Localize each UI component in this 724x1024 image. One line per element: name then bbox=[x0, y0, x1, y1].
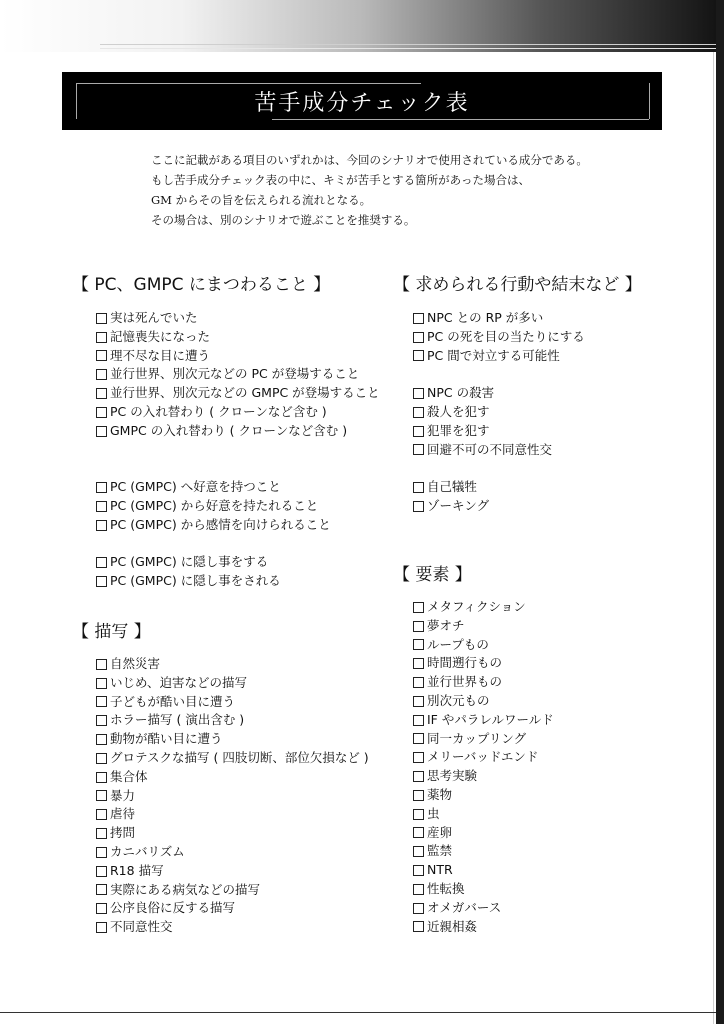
checkbox[interactable] bbox=[96, 350, 107, 361]
checklist-item-label: PC の死を目の当たりにする bbox=[427, 328, 585, 344]
checklist-item-label: メリーバッドエンド bbox=[427, 749, 539, 765]
checklist-item-label: 虐待 bbox=[110, 806, 136, 822]
checkbox[interactable] bbox=[413, 715, 424, 726]
checkbox[interactable] bbox=[96, 426, 107, 437]
checkbox[interactable] bbox=[413, 921, 424, 932]
checklist-item[interactable] bbox=[96, 674, 369, 693]
checklist-item[interactable] bbox=[96, 384, 380, 403]
checkbox[interactable] bbox=[413, 752, 424, 763]
checklist-item-label: 回避不可の不同意性交 bbox=[427, 441, 553, 457]
checkbox[interactable] bbox=[413, 602, 424, 613]
checklist-item-label: 子どもが酷い目に遭う bbox=[110, 693, 236, 709]
checklist-item-label: メタフィクション bbox=[427, 599, 526, 614]
checklist-item-label: 性転換 bbox=[427, 880, 465, 896]
checkbox[interactable] bbox=[96, 696, 107, 707]
checklist-item[interactable] bbox=[96, 572, 380, 591]
checkbox[interactable] bbox=[413, 733, 424, 744]
title-frame-right bbox=[649, 83, 650, 119]
checklist-item[interactable] bbox=[413, 441, 585, 460]
checklist-item-label: 別次元もの bbox=[427, 692, 490, 708]
checklist-item[interactable] bbox=[413, 692, 554, 711]
checkbox[interactable] bbox=[413, 677, 424, 688]
spacer bbox=[96, 441, 380, 460]
checkbox[interactable] bbox=[413, 771, 424, 782]
checklist-item[interactable] bbox=[413, 478, 585, 497]
checklist-item-label: PC (GMPC) から好意を持たれること bbox=[110, 497, 319, 513]
checklist-item[interactable] bbox=[413, 861, 554, 880]
checkbox[interactable] bbox=[96, 922, 107, 933]
checklist-item[interactable] bbox=[96, 553, 380, 572]
checklist-item[interactable] bbox=[413, 730, 554, 749]
checkbox[interactable] bbox=[96, 790, 107, 801]
checklist-item-label: 集合体 bbox=[110, 768, 148, 784]
checklist-pc bbox=[96, 309, 380, 591]
checklist-item-label: IF やパラレルワールド bbox=[427, 711, 554, 727]
checkbox[interactable] bbox=[96, 866, 107, 877]
section-heading-pc: 【 PC、GMPC にまつわること 】 bbox=[72, 275, 331, 295]
checkbox[interactable] bbox=[413, 501, 424, 512]
checkbox[interactable] bbox=[413, 350, 424, 361]
checkbox[interactable] bbox=[96, 753, 107, 764]
checklist-item-label: 公序良俗に反する描写 bbox=[110, 900, 236, 916]
checklist-item[interactable] bbox=[413, 598, 554, 617]
checkbox[interactable] bbox=[413, 865, 424, 876]
checkbox[interactable] bbox=[96, 772, 107, 783]
checklist-item[interactable] bbox=[96, 899, 369, 918]
checklist-item[interactable] bbox=[413, 403, 585, 422]
checklist-item-label: 動物が酷い目に遭う bbox=[110, 731, 223, 747]
checklist-item-label: NTR bbox=[427, 862, 453, 878]
title-frame-bottom bbox=[272, 119, 649, 120]
bottom-rule bbox=[0, 1012, 716, 1013]
checklist-item-label: 不同意性交 bbox=[110, 919, 173, 935]
checkbox[interactable] bbox=[413, 388, 424, 399]
checklist-item[interactable] bbox=[96, 403, 380, 422]
checklist-item-label: PC (GMPC) に隠し事をされる bbox=[110, 573, 281, 589]
checklist-item[interactable] bbox=[413, 824, 554, 843]
checklist-item-label: 監禁 bbox=[427, 843, 453, 859]
checklist-item[interactable] bbox=[413, 309, 585, 328]
checklist-item[interactable] bbox=[413, 711, 554, 730]
checklist-item[interactable] bbox=[96, 824, 369, 843]
checklist-item[interactable] bbox=[96, 497, 380, 516]
checklist-item[interactable] bbox=[96, 805, 369, 824]
checklist-item[interactable] bbox=[96, 711, 369, 730]
checkbox[interactable] bbox=[96, 828, 107, 839]
section-heading-actions: 【 求められる行動や結末など 】 bbox=[393, 275, 642, 295]
checklist-item-label: 夢オチ bbox=[427, 617, 465, 633]
checklist-actions bbox=[413, 309, 585, 516]
checklist-item-label: 犯罪を犯す bbox=[427, 422, 490, 438]
checklist-item[interactable] bbox=[96, 347, 380, 366]
checklist-item[interactable] bbox=[96, 655, 369, 674]
checklist-item[interactable] bbox=[413, 786, 554, 805]
checkbox[interactable] bbox=[413, 482, 424, 493]
checklist-item-label: カニバリズム bbox=[110, 843, 185, 859]
checklist-item[interactable] bbox=[96, 881, 369, 900]
checkbox[interactable] bbox=[96, 332, 107, 343]
checklist-item-label: PC (GMPC) から感情を向けられること bbox=[110, 516, 331, 532]
checkbox[interactable] bbox=[96, 482, 107, 493]
section-heading-elements: 【 要素 】 bbox=[393, 565, 472, 585]
checkbox[interactable] bbox=[413, 639, 424, 650]
top-rule bbox=[100, 44, 724, 45]
checklist-item-label: 実際にある病気などの描写 bbox=[110, 881, 261, 897]
checkbox[interactable] bbox=[96, 388, 107, 399]
checklist-item-label: いじめ、迫害などの描写 bbox=[110, 674, 248, 690]
checkbox[interactable] bbox=[96, 501, 107, 512]
checklist-item-label: 自然災害 bbox=[110, 656, 161, 671]
checkbox[interactable] bbox=[413, 407, 424, 418]
spacer bbox=[96, 535, 380, 554]
checklist-item-label: 時間遡行もの bbox=[427, 655, 503, 671]
checklist-item[interactable] bbox=[413, 805, 554, 824]
checklist-item[interactable] bbox=[413, 328, 585, 347]
checkbox[interactable] bbox=[96, 407, 107, 418]
checklist-item-label: 実は死んでいた bbox=[110, 310, 198, 325]
checklist-item[interactable] bbox=[413, 654, 554, 673]
checkbox[interactable] bbox=[96, 734, 107, 745]
checklist-item[interactable] bbox=[96, 768, 369, 787]
checklist-item-label: 並行世界もの bbox=[427, 674, 503, 690]
checklist-item-label: 虫 bbox=[427, 805, 440, 821]
checkbox[interactable] bbox=[96, 659, 107, 670]
spacer bbox=[96, 459, 380, 478]
title-frame-left bbox=[76, 83, 77, 119]
title-banner bbox=[62, 72, 662, 130]
checklist-item-label: 暴力 bbox=[110, 787, 136, 803]
checklist-item-label: R18 描写 bbox=[110, 862, 164, 878]
checklist-item[interactable] bbox=[96, 422, 380, 441]
checkbox[interactable] bbox=[96, 369, 107, 380]
intro-line: もし苦手成分チェック表の中に、キミが苦手とする箇所があった場合は、 bbox=[151, 173, 531, 187]
checklist-item-label: GMPC の入れ替わり ( クローンなど含む ) bbox=[110, 422, 348, 438]
checklist-item-label: ホラー描写 ( 演出含む ) bbox=[110, 712, 245, 728]
checklist-item-label: PC の入れ替わり ( クローンなど含む ) bbox=[110, 403, 327, 419]
spacer bbox=[413, 459, 585, 478]
checklist-item[interactable] bbox=[413, 422, 585, 441]
checkbox[interactable] bbox=[413, 903, 424, 914]
checklist-item[interactable] bbox=[96, 862, 369, 881]
checkbox[interactable] bbox=[96, 884, 107, 895]
top-rule-secondary bbox=[100, 48, 724, 49]
checklist-item-label: 理不尽な目に遭う bbox=[110, 347, 211, 363]
checklist-elements bbox=[413, 598, 554, 936]
checklist-item[interactable] bbox=[96, 328, 380, 347]
checklist-item-label: 自己犠牲 bbox=[427, 479, 478, 495]
checklist-item-label: PC 間で対立する可能性 bbox=[427, 347, 560, 363]
checkbox[interactable] bbox=[413, 884, 424, 895]
section-heading-depiction: 【 描写 】 bbox=[72, 622, 151, 642]
checklist-item[interactable] bbox=[413, 899, 554, 918]
checklist-depiction bbox=[96, 655, 369, 937]
checkbox[interactable] bbox=[413, 846, 424, 857]
page-right-edge bbox=[716, 0, 724, 1024]
checklist-item[interactable] bbox=[96, 309, 380, 328]
checkbox[interactable] bbox=[96, 520, 107, 531]
checklist-item[interactable] bbox=[96, 365, 380, 384]
checklist-item-label: NPC との RP が多い bbox=[427, 310, 544, 325]
checklist-item-label: 近親相姦 bbox=[427, 918, 478, 934]
checklist-item-label: グロテスクな描写 ( 四肢切断、部位欠損など ) bbox=[110, 749, 369, 765]
checklist-item[interactable] bbox=[96, 478, 380, 497]
checkbox[interactable] bbox=[96, 678, 107, 689]
checklist-item[interactable] bbox=[96, 787, 369, 806]
checklist-item[interactable] bbox=[96, 693, 369, 712]
checklist-item[interactable] bbox=[96, 918, 369, 937]
checklist-item[interactable] bbox=[96, 749, 369, 768]
checkbox[interactable] bbox=[96, 809, 107, 820]
checklist-item-label: ループもの bbox=[427, 636, 489, 652]
checkbox[interactable] bbox=[413, 790, 424, 801]
checklist-item-label: NPC の殺害 bbox=[427, 385, 495, 401]
checkbox[interactable] bbox=[413, 621, 424, 632]
checklist-item[interactable] bbox=[96, 516, 380, 535]
intro-line: その場合は、別のシナリオで遊ぶことを推奨する。 bbox=[151, 213, 416, 227]
intro-paragraph bbox=[151, 150, 651, 230]
checklist-item[interactable] bbox=[96, 730, 369, 749]
checklist-item-label: PC (GMPC) へ好意を持つこと bbox=[110, 479, 281, 495]
checklist-item[interactable] bbox=[413, 347, 585, 366]
checkbox[interactable] bbox=[96, 715, 107, 726]
title-frame-top bbox=[76, 83, 421, 84]
checkbox[interactable] bbox=[413, 313, 424, 324]
checkbox[interactable] bbox=[413, 827, 424, 838]
checklist-item[interactable] bbox=[413, 636, 554, 655]
checklist-item-label: 産卵 bbox=[427, 824, 453, 840]
checklist-item[interactable] bbox=[413, 617, 554, 636]
checkbox[interactable] bbox=[413, 696, 424, 707]
checkbox[interactable] bbox=[96, 847, 107, 858]
checklist-item[interactable] bbox=[413, 767, 554, 786]
checklist-item[interactable] bbox=[413, 673, 554, 692]
checklist-item-label: 並行世界、別次元などの GMPC が登場すること bbox=[110, 385, 380, 401]
spacer bbox=[413, 365, 585, 384]
page-title: 苦手成分チェック表 bbox=[254, 90, 470, 116]
checklist-item[interactable] bbox=[413, 497, 585, 516]
checklist-item-label: 並行世界、別次元などの PC が登場すること bbox=[110, 366, 360, 382]
checkbox[interactable] bbox=[413, 658, 424, 669]
checkbox[interactable] bbox=[413, 809, 424, 820]
intro-line: GM からその旨を伝えられる流れとなる。 bbox=[151, 193, 372, 207]
checklist-item[interactable] bbox=[96, 843, 369, 862]
checklist-item-label: 同一カップリング bbox=[427, 730, 527, 746]
checkbox[interactable] bbox=[96, 903, 107, 914]
checklist-item-label: 薬物 bbox=[427, 786, 453, 802]
checklist-item-label: 殺人を犯す bbox=[427, 403, 490, 419]
checklist-item-label: 思考実験 bbox=[427, 768, 478, 784]
checkbox[interactable] bbox=[413, 332, 424, 343]
checklist-item[interactable] bbox=[413, 384, 585, 403]
checklist-item[interactable] bbox=[413, 880, 554, 899]
checklist-item[interactable] bbox=[413, 918, 554, 937]
checkbox[interactable] bbox=[96, 576, 107, 587]
page-right-rule bbox=[713, 52, 714, 1024]
checklist-item-label: PC (GMPC) に隠し事をする bbox=[110, 554, 269, 570]
checkbox[interactable] bbox=[96, 313, 107, 324]
checkbox[interactable] bbox=[413, 444, 424, 455]
checklist-item[interactable] bbox=[413, 748, 554, 767]
checklist-item-label: ゾーキング bbox=[427, 497, 490, 513]
checklist-item-label: 記憶喪失になった bbox=[110, 328, 211, 344]
checklist-item[interactable] bbox=[413, 842, 554, 861]
intro-line: ここに記載がある項目のいずれかは、今回のシナリオで使用されている成分である。 bbox=[151, 153, 588, 167]
checkbox[interactable] bbox=[413, 426, 424, 437]
checklist-item-label: オメガバース bbox=[427, 899, 502, 915]
checklist-item-label: 拷問 bbox=[110, 825, 136, 841]
checkbox[interactable] bbox=[96, 557, 107, 568]
